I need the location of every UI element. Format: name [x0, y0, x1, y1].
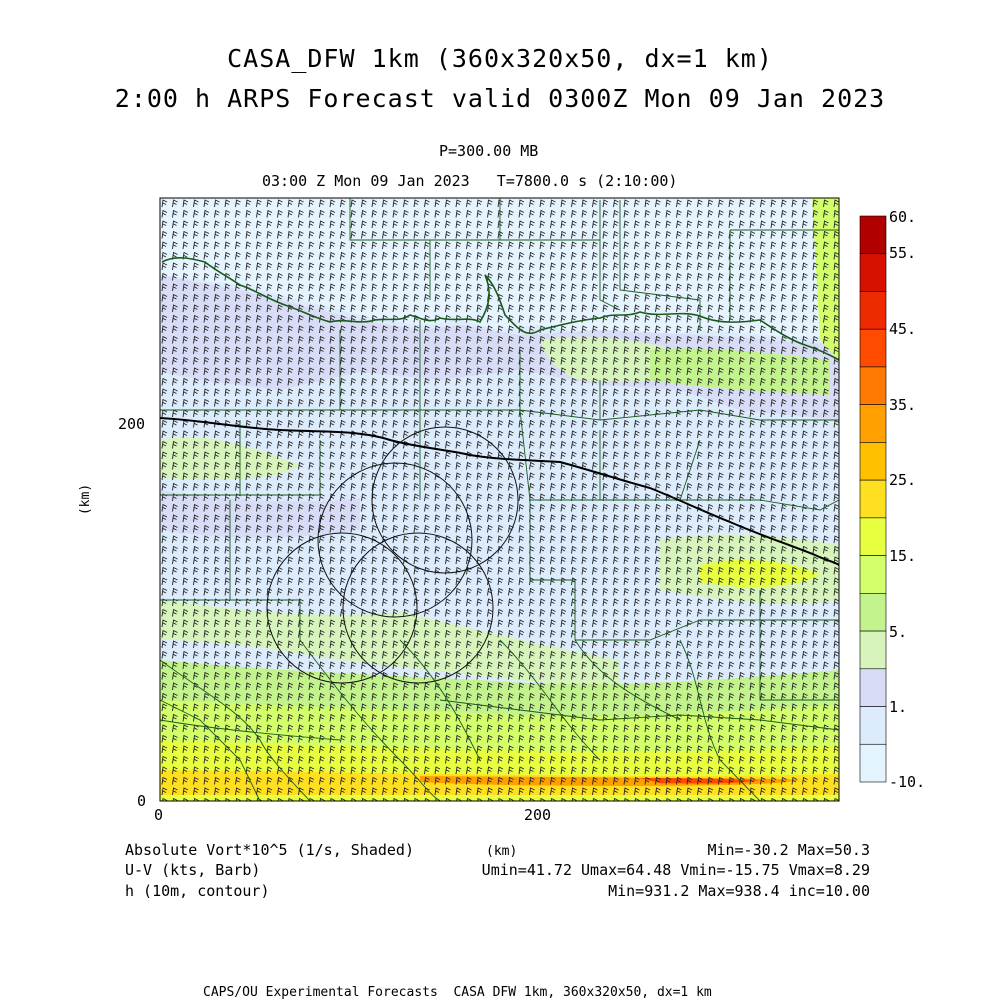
colorbar-label: -10. — [889, 773, 926, 791]
vorticity-stats: Min=-30.2 Max=50.3 — [707, 841, 870, 859]
colorbar-label: 55. — [889, 244, 917, 262]
contour-stats: Min=931.2 Max=938.4 inc=10.00 — [608, 882, 870, 900]
colorbar-swatch — [860, 405, 886, 443]
colorbar-label: 1. — [889, 698, 908, 716]
colorbar-label: 15. — [889, 547, 917, 565]
colorbar-label: 35. — [889, 396, 917, 414]
wind-stats: Umin=41.72 Umax=64.48 Vmin=-15.75 Vmax=8.29 — [481, 861, 870, 879]
colorbar-label: 25. — [889, 471, 917, 489]
colorbar-swatch — [860, 707, 886, 745]
colorbar-swatch — [860, 518, 886, 556]
colorbar-label: 45. — [889, 320, 917, 338]
pressure-label: P=300.00 MB — [439, 142, 539, 160]
colorbar-label: 5. — [889, 623, 908, 641]
x-axis-unit: (km) — [486, 844, 518, 859]
x-tick-0: 0 — [154, 806, 164, 824]
colorbar-swatch — [860, 216, 886, 254]
colorbar-swatch — [860, 367, 886, 405]
legend-contour: h (10m, contour) — [125, 882, 270, 900]
footer-text: CAPS/OU Experimental Forecasts CASA DFW 1km, 360x320x50, dx=1 km — [203, 985, 712, 1000]
x-tick-200: 200 — [524, 806, 552, 824]
colorbar-swatch — [860, 631, 886, 669]
colorbar-swatch — [860, 480, 886, 518]
title-line-2: 2:00 h ARPS Forecast valid 0300Z Mon 09 Jan 2023 — [114, 84, 886, 113]
y-axis-unit: (km) — [78, 483, 94, 516]
legend-barb: U-V (kts, Barb) — [125, 861, 261, 879]
colorbar-label: 60. — [889, 208, 917, 226]
title-line-1: CASA_DFW 1km (360x320x50, dx=1 km) — [227, 44, 773, 73]
shaded-field — [160, 198, 839, 801]
y-tick-200: 200 — [118, 415, 146, 433]
colorbar-swatch — [860, 254, 886, 292]
colorbar-swatch — [860, 329, 886, 367]
y-tick-0: 0 — [137, 792, 147, 810]
time-label: 03:00 Z Mon 09 Jan 2023 T=7800.0 s (2:10:00) — [262, 172, 678, 190]
colorbar-swatch — [860, 744, 886, 782]
legend-vorticity: Absolute Vort*10^5 (1/s, Shaded) — [125, 841, 414, 859]
colorbar-swatch — [860, 291, 886, 329]
colorbar-swatch — [860, 593, 886, 631]
colorbar-swatch — [860, 556, 886, 594]
colorbar — [860, 216, 886, 782]
colorbar-swatch — [860, 669, 886, 707]
colorbar-swatch — [860, 442, 886, 480]
